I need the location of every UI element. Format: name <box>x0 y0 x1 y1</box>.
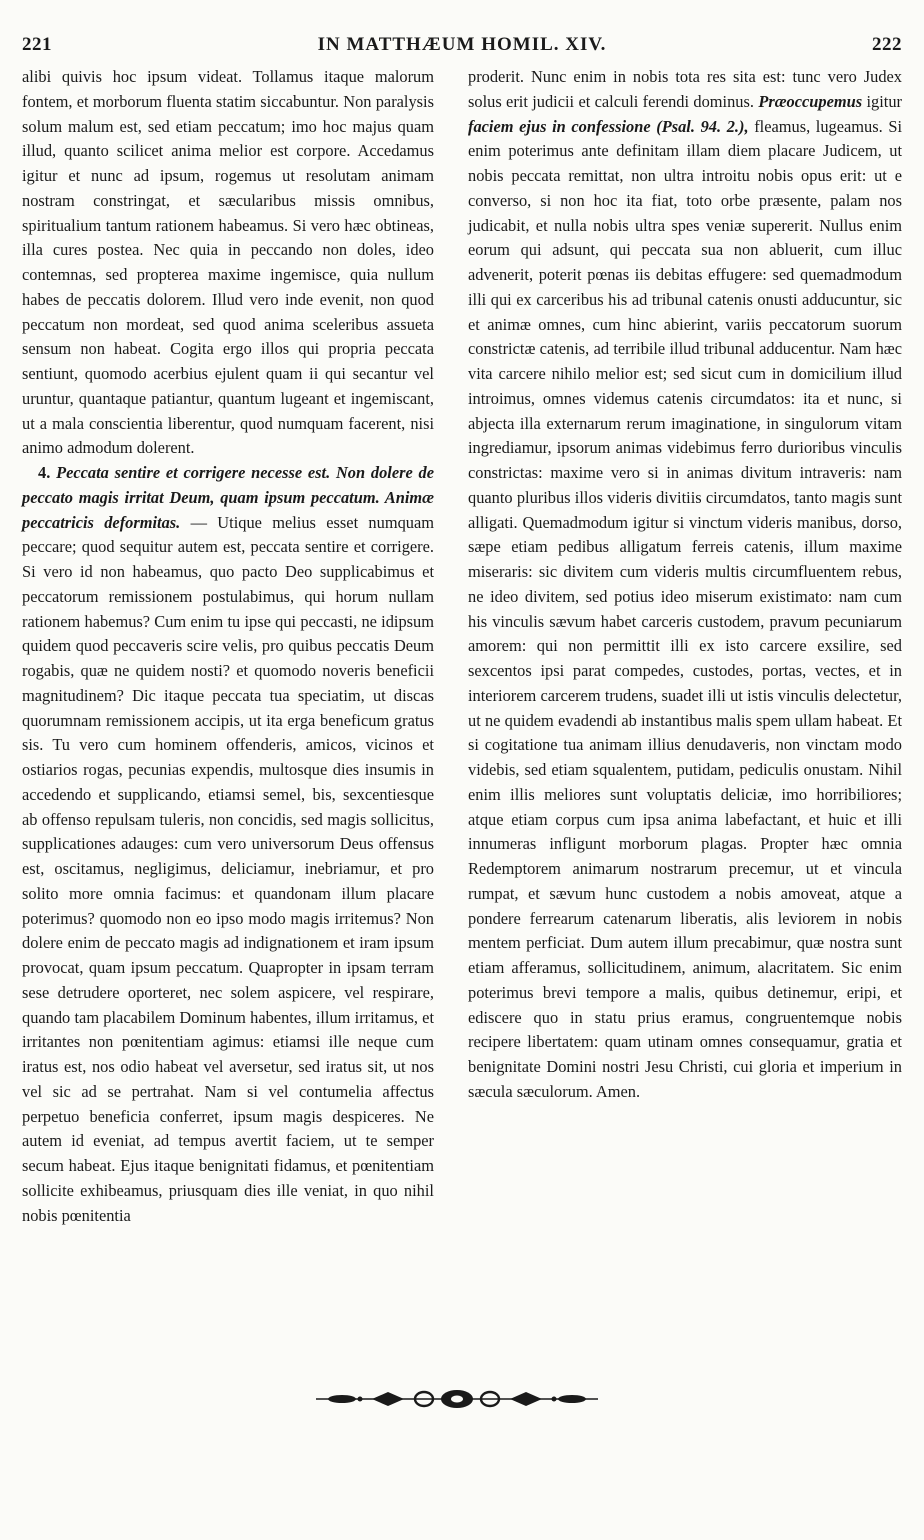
left-column <box>22 65 434 1228</box>
section-number: 4. <box>38 463 51 482</box>
italic-run: faciem ejus in confessione <box>468 116 651 136</box>
section-heading: Peccata sentire et corrigere necesse est. Non dolere de peccato magis irritat Deum, quam ipsum peccatum. Animæ peccatricis deformitas. <box>22 463 434 532</box>
page-number-left: 221 <box>22 34 52 55</box>
section-paragraph <box>22 461 434 1228</box>
paragraph: — Utique melius esset numquam peccare; quod sequitur autem est, peccata sentire et corrigere. Si vero id non habeamus, quo pacto Deo supplicabimus et peccatorum remissionem postulabimus, qui horum nullam rationem habemus? Cum enim tu ipse qui peccasti, ne idipsum quidem quod peccaveris scire velis, pro quibus peccatis Deum rogabis, quæ ne quidem nosti? et quomodo noveris beneficii magnitudinem? Dic itaque peccata tua speciatim, ut discas quorumnam remissionem accipis, ut ita erga beneficum gratus sis. Tu vero cum hominem offenderis, amicos, vicinos et ostiarios rogas, pecunias expendis, multosque dies insumis in accedendo et supplicando, etiamsi semel, bis, sexcentiesque ab offenso repulsam tuleris, non concidis, sed magis sollicitus, supplicationes adauges: cum vero universorum Deus offensus est, oscitamus, negligimus, deliciamur, inebriamur, et pro solito more omnia facimus: et quandonam illum placare poterimus? quomodo non eo ipso modo magis irritemus? Non dolere enim de peccato magis ad indignationem et iram ipsum provocat, quam ipsum peccatum. Quapropter in ipsam terram sese detrudere oporteret, nec solem aspicere, vel respirare, quando tam placabilem Dominum habentes, illum irritamus, et irritantes non pœnitentiam agimus: etiamsi ille neque cum iratus est, nos odio habeat vel aversetur, sed iratus sit, ut nos vel sic ad se pertrahat. Nam si vel contumelia affectus perpetuo beneficia conferret, ipsum magis despiceres. Ne autem id eveniat, ad tempus avertit faciem, ut te semper secum habeat. Ejus itaque benignitati fidamus, et pœnitentiam sollicite exhibeamus, priusquam dies ille veniat, in quo nihil nobis pœnitentia <box>22 512 434 1225</box>
text-run: fleamus, lugeamus. Si enim poterimus ante definitam illam diem placare Judicem, ut nobis peccata remittat, non ultra introitu nobis opus erit: ut e converso, si non hoc ita fiat, toto orbe præsente, palam nos judicabit, et nulla nobis ultra spes veniæ supererit. Nullus enim eorum qui adsunt, qui peccata sua non abluerit, cum illuc advenerit, poterit pœnas iis debitas effugere: sed quemadmodum illi qui ex carceribus his ad tribunal catenis onusti adducuntur, sic et animæ omnes, cum hinc abierint, variis peccatorum suorum constrictæ catenis, ad terribile illud tribunal adducentur. Nam hæc vita carcere nihilo melior est; sed sicut cum in domicilium illud introimus, omnes videmus catenis circumdatos: ita et nunc, si abjecta illa externarum rerum imaginatione, in singulorum vitam ingrediamur, ipsorum animas videbimus ferro durioribus vinculis constrictas: maxime vero si in animas divitum intraveris: nam quanto pluribus illos videris divitiis circumdatos, tanto magis sunt alligati. Quemadmodum igitur si vinctum videris manibus, dorso, sæpe etiam pedibus alligatum ferreis catenis, illum maxime miseraris: sic divitem cum videris multis circumfluentem rebus, ne ideo divitem, sed potius ideo miserum existimato: nam cum his vinculis sævum habet carceris custodem, pravum pecuniarum amorem: qui non permittit illi ex isto carcere exsilire, sed sexcentos ipsi parat compedes, custodes, portas, vectes, et in interiorem carcerem trudens, suadet illi ut istis vinculis delectetur, ut ne quidem evadendi ab instantibus malis spem ullam habeat. Et si cogitatione tua animam illius denudaveris, non vinctam modo videbis, sed etiam squalentem, putidam, pediculis onustam. Nihil enim illis meliores sunt voluptatis deliciæ, imo horribiliores; atque etiam corpus cum ipsa anima labefactant, et huic et illi innumeras infligunt morborum plagas. Propter hæc omnia Redemptorem animarum nostrarum precemur, ut et vincula rumpat, et sævum hunc custodem a nobis amoveat, atque a pondere ferrearum catenarum liberatis, alis leviorem in nobis mentem perficiat. Dum autem illum precabimur, quæ nostra sunt etiam afferamus, sollicitudinem, animum, alacritatem. Sic enim poterimus brevi tempore a malis, quibus detinemur, eripi, et ediscere quo in statu prius eramus, congruentemque nobis recipere libertatem: quam utinam omnes consequamur, gratia et benignitate Domini nostri Jesu Christi, cui gloria et imperium in sæcula sæculorum. Amen. <box>468 116 903 1101</box>
paragraph <box>468 65 902 1105</box>
scripture-reference: (Psal. 94. 2.), <box>656 116 749 136</box>
text-run: igitur <box>866 91 902 111</box>
paragraph: alibi quivis hoc ipsum videat. Tollamus itaque malorum fontem, et morborum fluenta statim siccabuntur. Non paralysis solum malum est, sed etiam peccatum; imo hoc majus quam illud, quanto scilicet anima melior est corpore. Accedamus igitur et nunc ad ipsum, rogemus ut resolutam animam nostram constringat, et sæcularibus missis omnibus, spiritualium tantum rationem habeamus. Si vero hæc obtineas, illa cures postea. Nec quia in peccando non doles, ideo contemnas, sed propterea maxime ingemisce, quia nullum habes de peccatis dolorem. Illud vero inde evenit, non quod peccatum non mordeat, sed quod anima sceleribus assueta sensum non habeat. Cogita ergo illos qui propria peccata sentiunt, quomodo acerbius ejulent quam ii qui secantur vel uruntur, quantaque patiantur, quantum lugeant et ingemiscant, ut a mala conscientia liberentur, quod numquam facerent, nisi animo admodum dolerent. <box>22 67 434 458</box>
text-run: proderit. Nunc enim in nobis tota res sita est: tunc vero Judex solus erit judicii et calculi ferendi dominus. <box>468 67 902 111</box>
italic-run: Præoccupemus <box>758 91 863 111</box>
right-column <box>468 65 902 1105</box>
page-number-right: 222 <box>872 34 902 55</box>
running-title: IN MATTHÆUM HOMIL. XIV. <box>317 34 607 55</box>
running-header <box>22 34 902 60</box>
printer-ornament-icon <box>312 1386 602 1412</box>
